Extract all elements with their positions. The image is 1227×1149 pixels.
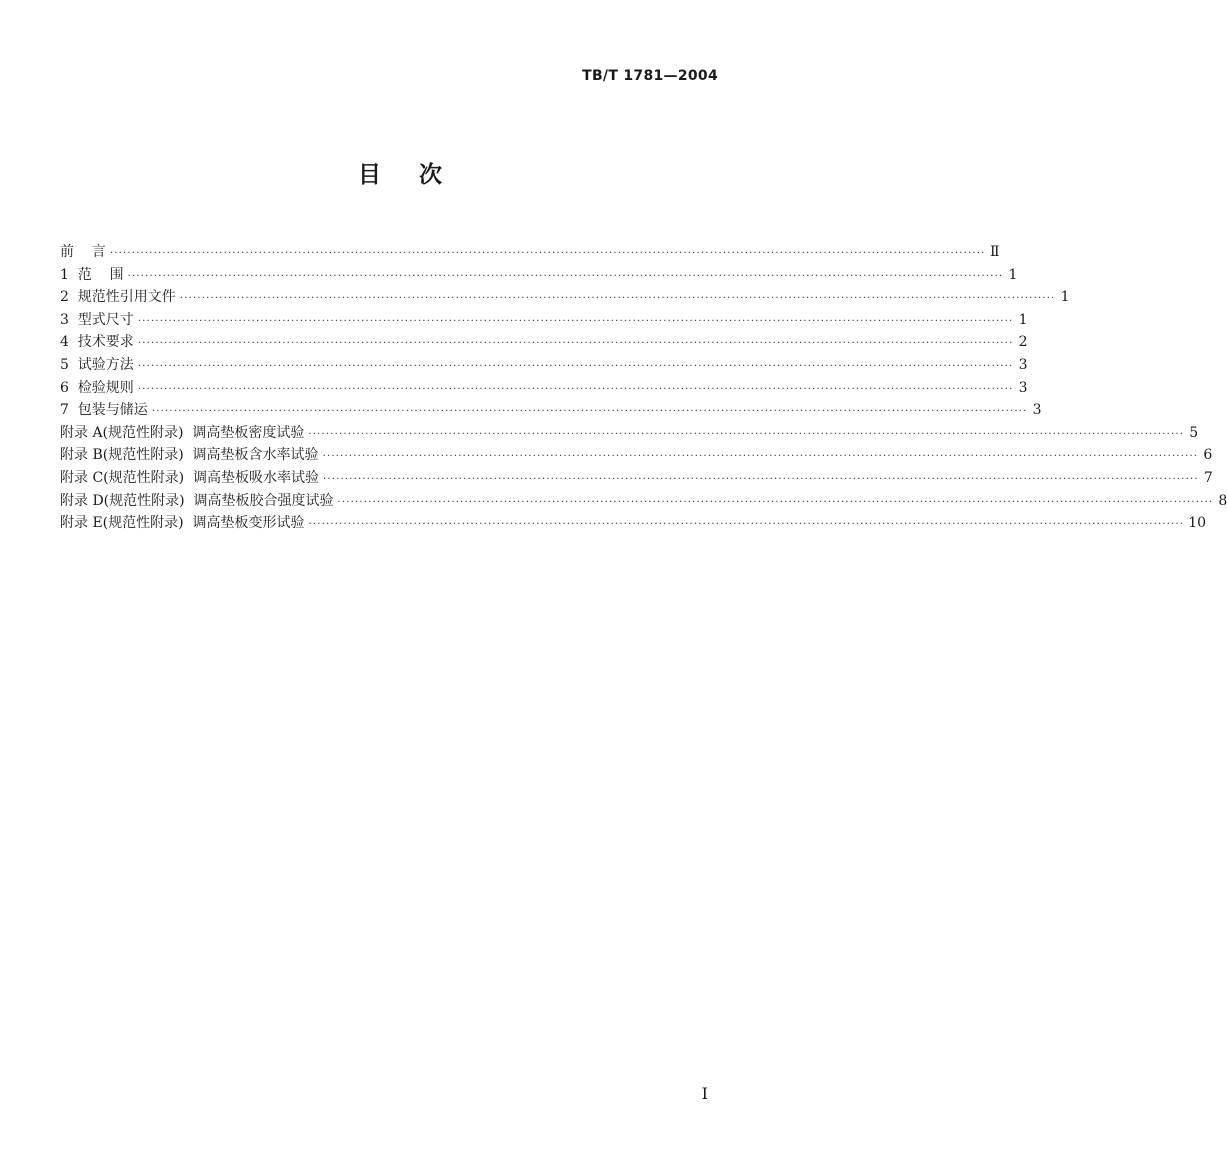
dot-leader: ········································································································································································································ (308, 428, 1185, 440)
toc-title: 目次 (358, 162, 480, 188)
toc-entry-page: 8 (1218, 492, 1227, 509)
page-number: I (701, 1084, 708, 1103)
table-of-contents (60, 241, 1227, 535)
dot-leader: ········································································································································································································ (151, 406, 1028, 418)
toc-entry-annex-c[interactable] (60, 467, 1213, 490)
dot-leader: ········································································································································································································ (137, 383, 1014, 395)
toc-entry-technical-requirements[interactable] (60, 331, 1028, 354)
toc-entry-page: 2 (1018, 334, 1028, 351)
toc-entry-foreword[interactable] (60, 241, 1000, 264)
toc-entry-scope[interactable] (60, 264, 1018, 287)
dot-leader: ········································································································································································································ (179, 293, 1056, 305)
toc-entry-label: 前 言 (60, 244, 106, 260)
toc-entry-label: 6 检验规则 (60, 379, 134, 396)
toc-entry-annex-d[interactable] (60, 490, 1227, 513)
toc-entry-page: 1 (1018, 311, 1028, 328)
toc-entry-page: 1 (1060, 289, 1070, 306)
toc-entry-page: 3 (1018, 356, 1028, 373)
toc-entry-inspection-rules[interactable] (60, 377, 1028, 400)
toc-entry-page: 5 (1189, 424, 1199, 441)
dot-leader: ········································································································································································································ (137, 338, 1014, 350)
toc-entry-packaging-storage[interactable] (60, 399, 1042, 422)
toc-entry-label: 7 包装与储运 (60, 402, 148, 419)
document-code: TB/T 1781—2004 (582, 68, 718, 84)
toc-entry-label: 2 规范性引用文件 (60, 289, 176, 306)
toc-entry-page: 1 (1008, 266, 1018, 283)
toc-entry-annex-a[interactable] (60, 422, 1199, 445)
toc-entry-page: 10 (1188, 515, 1207, 532)
toc-entry-page: 7 (1203, 469, 1213, 486)
toc-entry-label: 附录 C(规范性附录) 调高垫板吸水率试验 (60, 469, 319, 486)
toc-entry-page: Ⅱ (990, 244, 1000, 260)
dot-leader: ········································································································································································································ (137, 360, 1014, 372)
dot-leader: ········································································································································································································ (127, 270, 1004, 282)
toc-entry-test-methods[interactable] (60, 354, 1028, 377)
dot-leader: ········································································································································································································ (323, 473, 1199, 485)
toc-entry-label: 附录 E(规范性附录) 调高垫板变形试验 (60, 515, 305, 532)
toc-entry-annex-b[interactable] (60, 444, 1213, 467)
toc-entry-label: 4 技术要求 (60, 334, 134, 351)
toc-entry-dimensions[interactable] (60, 309, 1028, 332)
toc-entry-page: 3 (1018, 379, 1028, 396)
toc-entry-page: 3 (1032, 402, 1042, 419)
toc-entry-normative-references[interactable] (60, 286, 1070, 309)
dot-leader: ········································································································································································································ (337, 496, 1214, 508)
dot-leader: ········································································································································································································ (322, 451, 1199, 463)
dot-leader: ········································································································································································································ (137, 315, 1014, 327)
dot-leader: ········································································································································································································ (109, 248, 986, 259)
toc-entry-label: 5 试验方法 (60, 356, 134, 373)
toc-entry-label: 附录 B(规范性附录) 调高垫板含水率试验 (60, 447, 319, 464)
toc-entry-annex-e[interactable] (60, 512, 1207, 535)
toc-entry-label: 附录 D(规范性附录) 调高垫板胶合强度试验 (60, 492, 334, 509)
toc-entry-label: 1 范 围 (60, 266, 124, 283)
dot-leader: ········································································································································································································ (308, 519, 1185, 531)
toc-entry-page: 6 (1203, 447, 1213, 464)
toc-entry-label: 3 型式尺寸 (60, 311, 134, 328)
toc-entry-label: 附录 A(规范性附录) 调高垫板密度试验 (60, 424, 305, 441)
